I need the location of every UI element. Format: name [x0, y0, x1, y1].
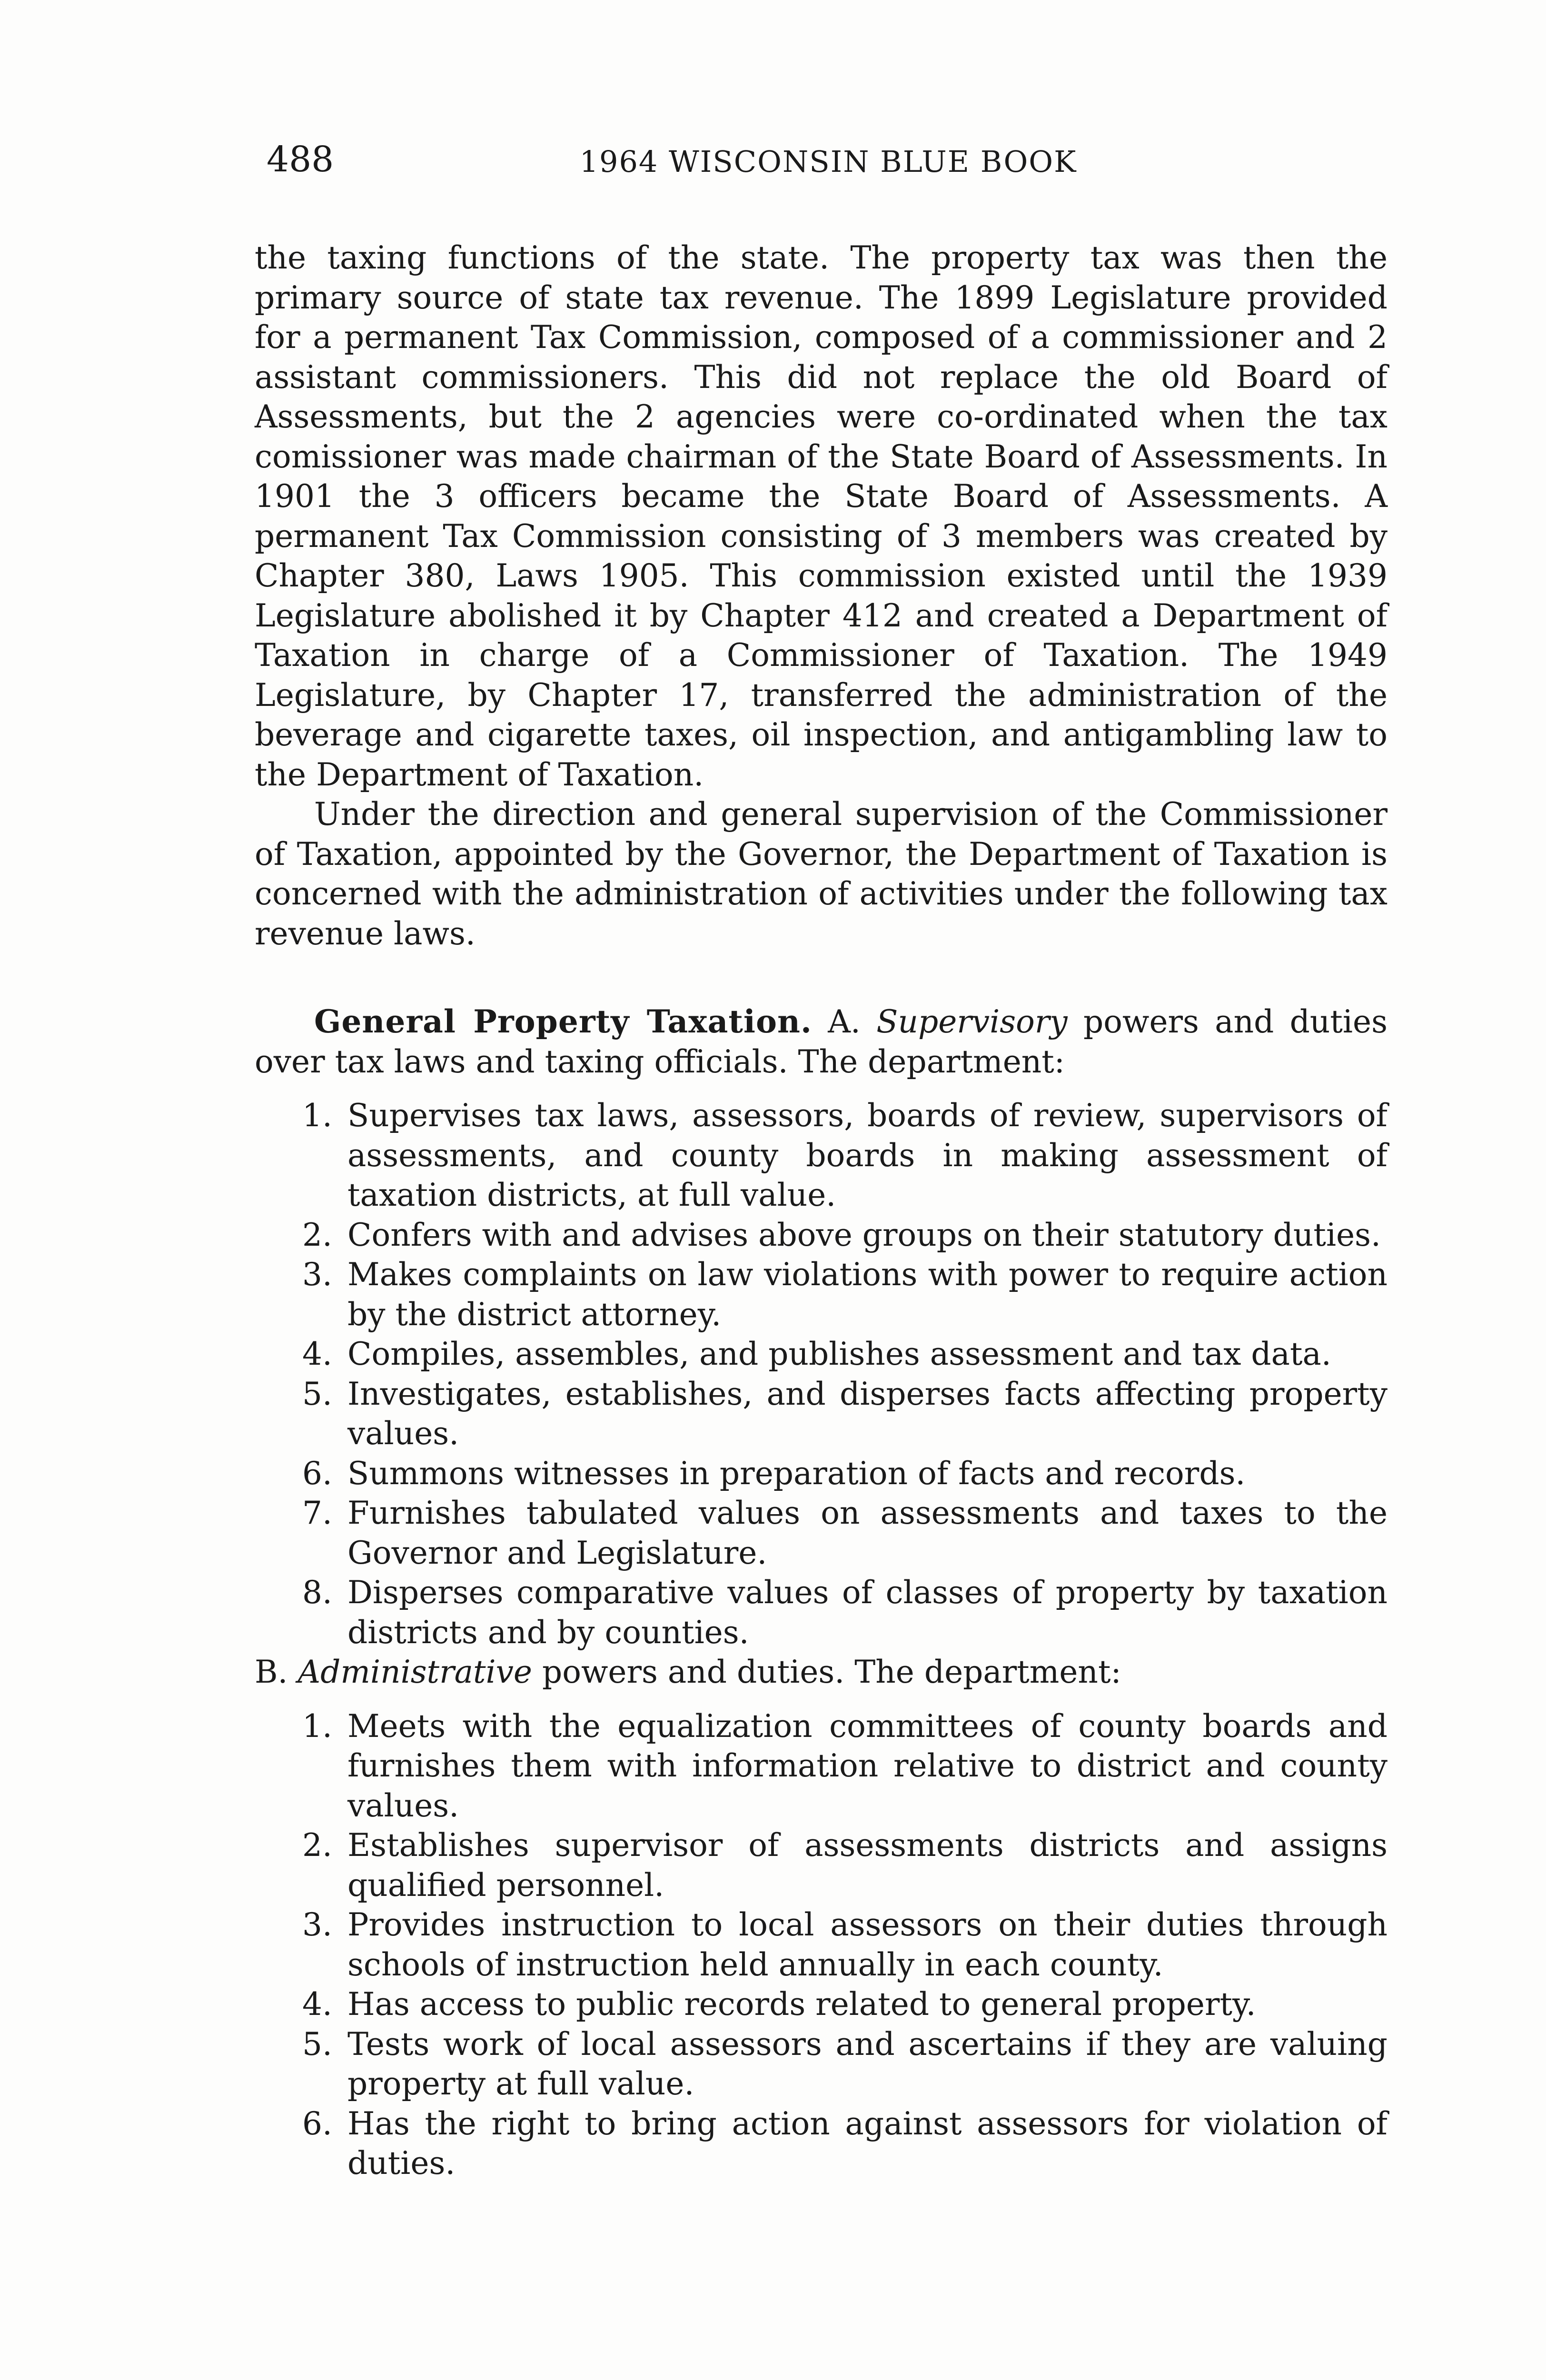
list-item: [302, 1374, 1387, 1454]
list-item-text: Supervises tax laws, assessors, boards of review, supervisors of assessments, and county boards in making assessment of taxation districts, at full value.: [347, 1097, 1387, 1213]
section-a-letter: A.: [828, 1003, 861, 1040]
intro-paragraph-direction: Under the direction and general supervision of the Commissioner of Taxation, appointed by the Governor, the Department of Taxation is concerned with the administration of activities under the following tax revenue laws.: [255, 796, 1387, 952]
section-a-heading: [255, 1002, 1387, 1081]
list-item-text: Investigates, establishes, and disperses facts affecting property values.: [347, 1375, 1387, 1452]
list-item-text: Makes complaints on law violations with power to require action by the district attorney.: [347, 1256, 1387, 1333]
page-number: 488: [267, 139, 334, 180]
list-item-number: 7.: [302, 1495, 332, 1531]
page-body: [255, 238, 1387, 2183]
list-item-number: 1.: [302, 1097, 332, 1134]
list-item: [302, 1215, 1387, 1255]
list-item: [302, 1706, 1387, 1826]
list-item-number: 4.: [302, 1986, 332, 2023]
list-item-number: 2.: [302, 1827, 332, 1864]
list-item-text: Establishes supervisor of assessments districts and assigns qualified personnel.: [347, 1827, 1387, 1904]
list-item: [302, 1255, 1387, 1334]
list-item-text: Confers with and advises above groups on their statutory duties.: [347, 1216, 1381, 1253]
section-b-letter: B.: [255, 1654, 288, 1690]
section-b-list: [255, 1706, 1387, 2183]
section-a-list: [255, 1096, 1387, 1652]
section-b-emphasis: Administrative: [297, 1654, 532, 1690]
list-item-number: 3.: [302, 1256, 332, 1293]
list-item-number: 2.: [302, 1216, 332, 1253]
page-header: [267, 138, 1390, 190]
list-item-number: 5.: [302, 1375, 332, 1412]
section-b-heading: [255, 1652, 1387, 1692]
section-title: General Property Taxation.: [314, 1003, 812, 1040]
list-item-number: 4.: [302, 1336, 332, 1372]
list-item-text: Summons witnesses in preparation of facts and records.: [347, 1455, 1246, 1492]
list-item-text: Furnishes tabulated values on assessments and taxes to the Governor and Legislature.: [347, 1495, 1387, 1571]
list-item-number: 1.: [302, 1707, 332, 1745]
list-item-number: 5.: [302, 2025, 332, 2063]
list-item-text: Tests work of local assessors and ascertains if they are valuing property at full value.: [347, 2025, 1387, 2102]
intro-paragraph-continued: the taxing functions of the state. The property tax was then the primary source of state tax revenue. The 1899 Legislature provided for a permanent Tax Commission, composed of a commissioner and 2 assistant commissioners. This did not replace the old Board of Assessments, but the 2 agencies were co-ordinated when the tax comissioner was made chairman of the State Board of Assessments. In 1901 the 3 officers became the State Board of Assessments. A permanent Tax Commission consisting of 3 members was created by Chapter 380, Laws 1905. This commission existed until the 1939 Legislature abolished it by Chapter 412 and created a Department of Taxation in charge of a Commissioner of Taxation. The 1949 Legislature, by Chapter 17, transferred the administration of the beverage and cigarette taxes, oil inspection, and antigambling law to the Department of Taxation.: [255, 239, 1387, 793]
list-item-text: Provides instruction to local assessors on their duties through schools of instruction held annually in each county.: [347, 1906, 1387, 1983]
list-item: [302, 1334, 1387, 1374]
list-item: [302, 1454, 1387, 1494]
running-title: 1964 WISCONSIN BLUE BOOK: [579, 144, 1077, 179]
list-item-number: 6.: [302, 1455, 332, 1492]
list-item-number: 6.: [302, 2105, 332, 2142]
list-item: [302, 2024, 1387, 2104]
list-item-text: Disperses comparative values of classes of property by taxation districts and by counties.: [347, 1574, 1387, 1651]
list-item: [302, 1905, 1387, 1984]
section-a-emphasis: Supervisory: [876, 1003, 1068, 1040]
list-item: [302, 2104, 1387, 2183]
list-item: [302, 1573, 1387, 1652]
list-item-text: Has access to public records related to general property.: [347, 1986, 1256, 2023]
list-item-number: 3.: [302, 1906, 332, 1943]
list-item-text: Compiles, assembles, and publishes assessment and tax data.: [347, 1336, 1331, 1372]
list-item-text: Meets with the equalization committees of county boards and furnishes them with information relative to district and county values.: [347, 1707, 1387, 1824]
list-item: [302, 1984, 1387, 2024]
section-b-text: powers and duties. The department:: [542, 1654, 1121, 1690]
list-item-text: Has the right to bring action against assessors for violation of duties.: [347, 2105, 1387, 2182]
section-a-text: powers and duties over tax laws and taxing officials. The department:: [255, 1003, 1387, 1080]
list-item: [302, 1096, 1387, 1215]
list-item-number: 8.: [302, 1574, 332, 1611]
list-item: [302, 1825, 1387, 1905]
list-item: [302, 1493, 1387, 1573]
